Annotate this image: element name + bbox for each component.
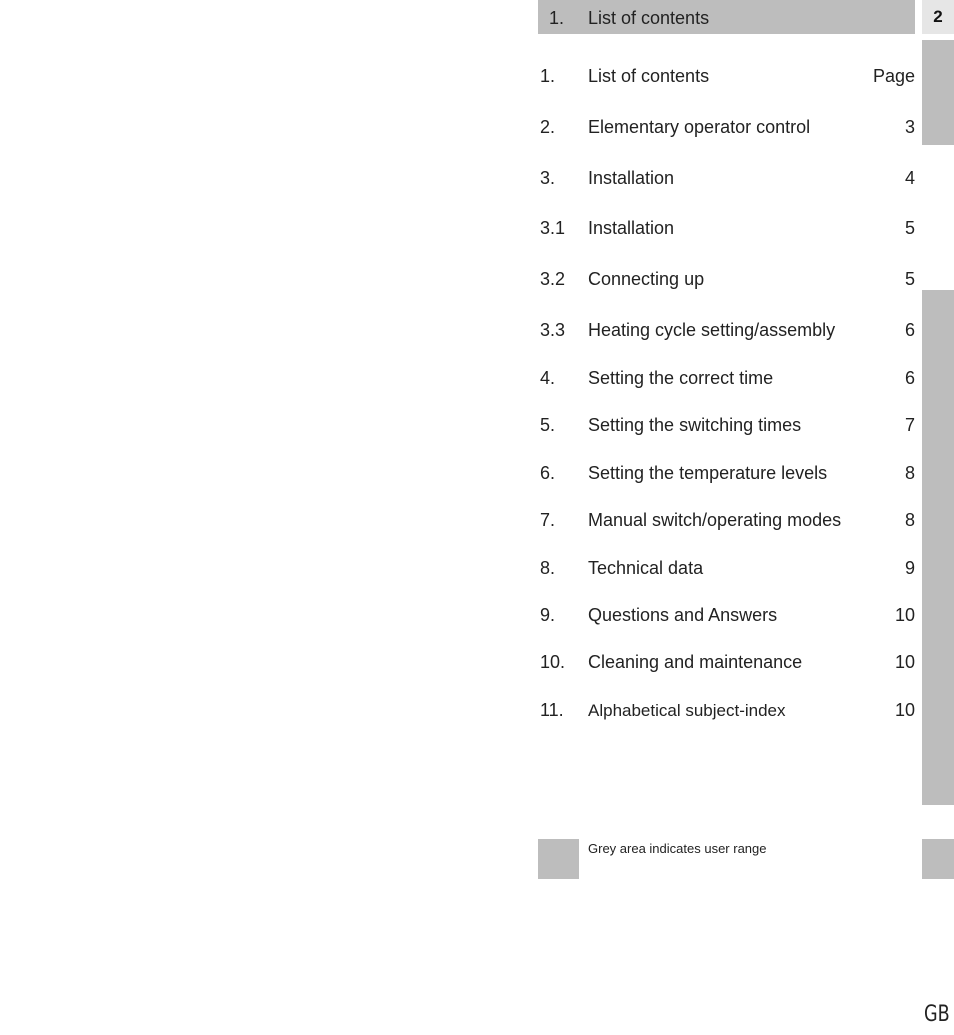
toc-number: 4. — [540, 368, 556, 388]
toc-title: List of contents — [588, 66, 710, 86]
toc-title: Installation — [588, 218, 675, 238]
page-number: 2 — [922, 0, 954, 34]
toc-header-row — [540, 66, 915, 90]
toc-number: 3. — [540, 168, 556, 188]
toc-number: 1. — [540, 66, 556, 86]
toc-entry[interactable] — [540, 605, 915, 629]
toc-title: Alphabetical subject-index — [588, 701, 786, 720]
country-code: GB — [924, 1002, 950, 1027]
section-number: 1. — [549, 8, 565, 28]
toc-page: 3 — [904, 117, 915, 137]
toc-entry[interactable] — [540, 558, 915, 582]
toc-entry[interactable] — [540, 168, 915, 192]
toc-entry[interactable] — [540, 218, 915, 242]
toc-entry[interactable] — [540, 117, 915, 141]
toc-title: Technical data — [588, 558, 704, 578]
toc-page: 5 — [904, 269, 915, 289]
toc-number: 10. — [540, 652, 566, 672]
section-title: List of contents — [588, 8, 710, 28]
toc-page: 10 — [894, 605, 915, 625]
toc-page: 6 — [904, 368, 915, 388]
toc-number: 5. — [540, 415, 556, 435]
toc-number: 7. — [540, 510, 556, 530]
side-tab-marker — [922, 290, 954, 805]
toc-page-label: Page — [872, 66, 915, 86]
toc-page: 10 — [894, 652, 915, 672]
toc-page: 5 — [904, 218, 915, 238]
legend-text: Grey area indicates user range — [588, 841, 767, 856]
toc-entry[interactable] — [540, 368, 915, 392]
toc-title: Questions and Answers — [588, 605, 778, 625]
toc-entry[interactable] — [540, 269, 915, 293]
toc-title: Setting the correct time — [588, 368, 774, 388]
toc-number: 2. — [540, 117, 556, 137]
toc-title: Heating cycle setting/assembly — [588, 320, 836, 340]
toc-number: 9. — [540, 605, 556, 625]
toc-entry[interactable] — [540, 700, 915, 724]
section-header-bar — [538, 0, 915, 34]
toc-number: 3.1 — [540, 218, 566, 238]
toc-page: 6 — [904, 320, 915, 340]
toc-page: 10 — [894, 700, 915, 720]
toc-title: Manual switch/operating modes — [588, 510, 842, 530]
toc-title: Cleaning and maintenance — [588, 652, 803, 672]
toc-number: 6. — [540, 463, 556, 483]
toc-entry[interactable] — [540, 463, 915, 487]
toc-entry[interactable] — [540, 320, 915, 344]
toc-entry[interactable] — [540, 510, 915, 534]
side-tab-marker — [922, 40, 954, 145]
toc-page: 7 — [904, 415, 915, 435]
toc-entry[interactable] — [540, 652, 915, 676]
toc-page: 9 — [904, 558, 915, 578]
toc-page: 8 — [904, 510, 915, 530]
toc-number: 3.2 — [540, 269, 566, 289]
toc-entry[interactable] — [540, 415, 915, 439]
toc-title: Setting the switching times — [588, 415, 802, 435]
toc-title: Setting the temperature levels — [588, 463, 828, 483]
toc-title: Elementary operator control — [588, 117, 811, 137]
side-tab-marker — [922, 839, 954, 879]
toc-number: 11. — [540, 700, 564, 720]
toc-page: 8 — [904, 463, 915, 483]
toc-number: 8. — [540, 558, 556, 578]
toc-title: Connecting up — [588, 269, 705, 289]
toc-number: 3.3 — [540, 320, 566, 340]
toc-title: Installation — [588, 168, 675, 188]
legend-swatch — [538, 839, 579, 879]
toc-page: 4 — [904, 168, 915, 188]
